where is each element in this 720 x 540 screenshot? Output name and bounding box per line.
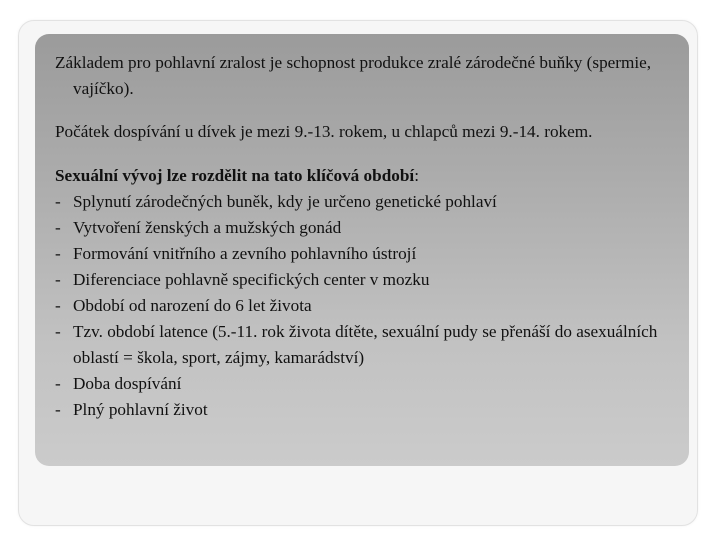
list-item <box>55 397 685 423</box>
list-item-text: Splynutí zárodečných buněk, kdy je určeno genetické pohlaví <box>73 192 497 211</box>
paragraph-puberty-onset: Počátek dospívání u dívek je mezi 9.-13. rokem, u chlapců mezi 9.-14. rokem. <box>55 122 593 141</box>
list-item-text: Tzv. období latence (5.-11. rok života dítěte, sexuální pudy se přenáší do asexuálních oblastí = škola, sport, zájmy, kamarádství) <box>73 322 658 367</box>
bullet-dash: - <box>55 270 61 289</box>
bullet-dash: - <box>55 244 61 263</box>
bullet-dash: - <box>55 374 61 393</box>
periods-heading-bold: Sexuální vývoj lze rozdělit na tato klíčová období <box>55 166 415 185</box>
list-item <box>55 267 685 293</box>
paragraph-sexual-maturity: Základem pro pohlavní zralost je schopnost produkce zralé zárodečné buňky (spermie, vajíčko). <box>55 53 652 98</box>
list-item-text: Formování vnitřního a zevního pohlavního ústrojí <box>73 244 417 263</box>
list-item <box>55 371 685 397</box>
list-item <box>55 241 685 267</box>
list-item-text: Vytvoření ženských a mužských gonád <box>73 218 342 237</box>
list-item-text: Diferenciace pohlavně specifických center v mozku <box>73 270 430 289</box>
list-item <box>55 215 685 241</box>
list-item <box>55 319 685 371</box>
list-item <box>55 189 685 215</box>
bullet-dash: - <box>55 322 61 341</box>
periods-list <box>55 189 685 423</box>
slide-text-block <box>55 50 685 423</box>
periods-heading-colon: : <box>414 166 419 185</box>
bullet-dash: - <box>55 400 61 419</box>
list-item-text: Plný pohlavní život <box>73 400 208 419</box>
bullet-dash: - <box>55 296 61 315</box>
bullet-dash: - <box>55 192 61 211</box>
list-item <box>55 293 685 319</box>
periods-heading <box>55 163 685 189</box>
bullet-dash: - <box>55 218 61 237</box>
list-item-text: Období od narození do 6 let života <box>73 296 312 315</box>
list-item-text: Doba dospívání <box>73 374 182 393</box>
